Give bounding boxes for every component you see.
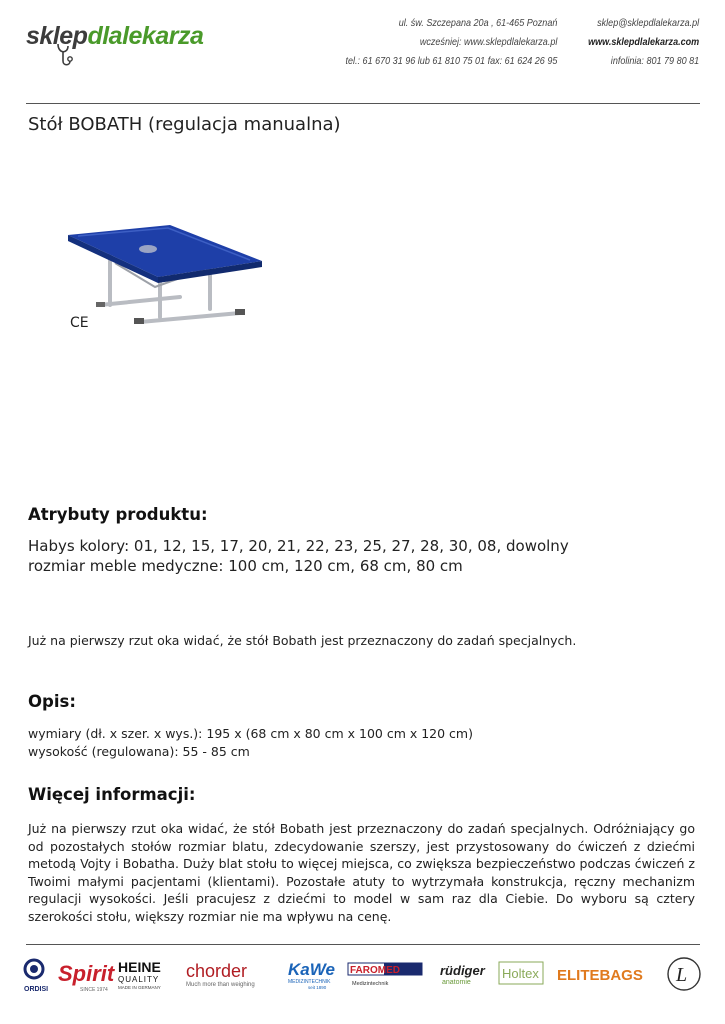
description-list — [28, 725, 473, 760]
email-link[interactable]: sklep@sklepdlalekarza.pl — [596, 17, 699, 29]
header-address-block — [345, 14, 557, 71]
brand-spirit-sub: SINCE 1974 — [80, 987, 108, 993]
attributes-list — [28, 537, 569, 576]
infoline: infolinia: 801 79 80 81 — [610, 55, 699, 67]
header-contact-block — [588, 14, 699, 71]
brand-heine[interactable] — [118, 959, 161, 990]
logo-text-dla: dla — [87, 22, 123, 50]
more-info-text: Już na pierwszy rzut oka widać, że stół Bobath jest przeznaczony do zadań specjalnych. Odróżniający go od pozostałych stołów rozmiar blatu, zdecydowanie szerszy, jest przystosowany do ćwiczeń z dziećmi metodą Vojty i Bobatha. Duży blat stołu to więcej miejsca, co zwiększa bezpieczeństwo podczas ćwiczeń z Twoimi małymi pacjentami (klientami). Pozostałe atuty to wytrzymała konstrukcja, ręczny mechanizm regulacji wysokości. Jeśli pracujesz z dziećmi to model w sam raz dla Ciebie. Do wyboru są cztery szerokości stołu, większy rozmiar nie ma wpływu na cenę. — [28, 821, 695, 924]
attribute-sizes: rozmiar meble medyczne: 100 cm, 120 cm, 68 cm, 80 cm — [28, 556, 463, 575]
brand-spirit-label: Spirit — [58, 961, 115, 986]
brand-logos-strip — [22, 955, 702, 995]
brand-holtex-label: Holtex — [502, 966, 539, 981]
attribute-colors: Habys kolory: 01, 12, 15, 17, 20, 21, 22, 23, 25, 27, 28, 30, 08, dowolny — [28, 537, 569, 555]
ce-mark: CE — [70, 315, 89, 331]
brand-spirit[interactable] — [58, 961, 116, 993]
brand-ordisi[interactable] — [24, 960, 48, 993]
website-link[interactable]: www.sklepdlalekarza.com — [587, 36, 699, 48]
brand-kawe-label: KaWe — [288, 960, 335, 979]
brand-littmann[interactable] — [668, 958, 700, 990]
logo-text-lekarza: lekarza — [122, 22, 204, 50]
store-logo[interactable] — [26, 22, 203, 51]
product-title: Stół BOBATH (regulacja manualna) — [28, 114, 341, 135]
stethoscope-icon — [54, 44, 76, 70]
logo-text-sklep: sklep — [26, 22, 88, 50]
brand-faromed-label: FAROMED — [350, 965, 400, 976]
address-line: ul. św. Szczepana 20a , 61-465 Poznań — [398, 17, 557, 29]
brand-faromed-sub: Medizintechnik — [352, 981, 389, 987]
brand-kawe-sub1: MEDIZINTECHNIK — [288, 979, 331, 985]
header-divider — [26, 103, 700, 104]
brand-chorder[interactable] — [186, 961, 255, 988]
attributes-heading: Atrybuty produktu: — [28, 505, 208, 524]
brand-rudiger[interactable] — [440, 963, 486, 986]
intro-text: Już na pierwszy rzut oka widać, że stół Bobath jest przeznaczony do zadań specjalnych. — [28, 633, 577, 648]
more-info-heading: Więcej informacji: — [28, 785, 196, 804]
footer-divider — [26, 944, 700, 945]
brand-faromed[interactable] — [348, 963, 422, 987]
brand-elitebags-label: ELITEBAGS — [557, 967, 643, 984]
former-site-line[interactable]: wcześniej: www.sklepdlalekarza.pl — [419, 36, 557, 48]
description-heading: Opis: — [28, 692, 76, 711]
brand-elitebags[interactable] — [557, 967, 643, 984]
brand-chorder-label: chorder — [186, 961, 248, 981]
brand-heine-label: HEINE — [118, 959, 161, 975]
product-image — [30, 205, 280, 340]
brand-littmann-label: L — [676, 964, 688, 986]
brand-rudiger-label: rüdiger — [440, 963, 485, 978]
brand-kawe-sub2: seit 1890 — [308, 985, 327, 990]
brand-holtex[interactable] — [499, 962, 543, 984]
brand-chorder-sub: Much more than weighing — [186, 982, 255, 988]
height-line: wysokość (regulowana): 55 - 85 cm — [28, 743, 250, 759]
brand-heine-sub1: QUALITY — [118, 975, 160, 984]
brand-ordisi-label: ORDISI — [24, 986, 49, 993]
brand-kawe[interactable] — [288, 960, 335, 990]
dimensions-line: wymiary (dł. x szer. x wys.): 195 x (68 cm x 80 cm x 100 cm x 120 cm) — [28, 726, 473, 741]
brand-rudiger-sub: anatomie — [442, 979, 471, 986]
brand-heine-sub2: MADE IN GERMANY — [118, 985, 161, 990]
phone-line: tel.: 61 670 31 96 lub 61 810 75 01 fax: 61 624 26 95 — [345, 55, 557, 67]
